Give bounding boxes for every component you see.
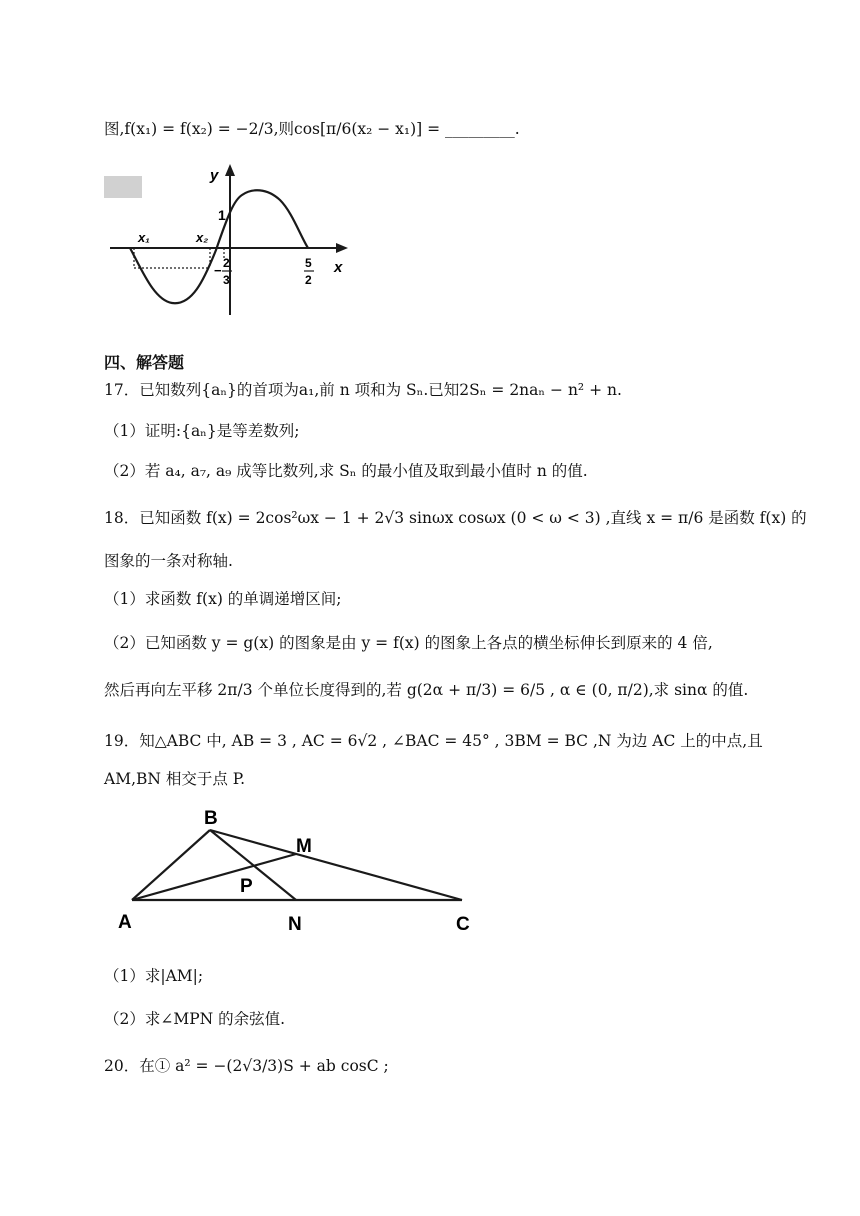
point-N-label: N (288, 914, 302, 935)
q18-stem-cont: 图象的一条对称轴. (104, 552, 233, 570)
q18-stem: 18．已知函数 f(x) = 2cos²ωx − 1 + 2√3 sinωx cosωx (0 < ω < 3) ,直线 x = π/6 是函数 f(x) 的 (104, 509, 807, 527)
y-axis-arrow (225, 164, 235, 176)
tick-neg-num: 2 (223, 256, 230, 270)
point-B-label: B (204, 808, 218, 829)
blurred-label-mark (104, 176, 142, 198)
q20-stem: 20．在① a² = −(2√3/3)S + ab cosC ; (104, 1057, 389, 1075)
tick-pos-den: 2 (305, 273, 312, 287)
q17-part1: （1）证明:{aₙ}是等差数列; (104, 422, 300, 440)
sine-graph-figure (102, 160, 362, 320)
tick-neg-minus: − (214, 263, 222, 278)
point-M-label: M (296, 836, 312, 857)
segment-BN (210, 830, 296, 900)
x1-label: x₁ (138, 230, 150, 245)
y-axis-label: y (210, 167, 219, 184)
x2-label: x₂ (196, 230, 209, 245)
point-C-label: C (456, 914, 470, 935)
q19-part1: （1）求|AM|; (104, 967, 204, 985)
point-P-label: P (240, 876, 253, 897)
q16-answer-line: 图,f(x₁) = f(x₂) = −2/3,则cos[π/6(x₂ − x₁)] = _________. (104, 120, 520, 138)
q17-stem: 17．已知数列{aₙ}的首项为a₁,前 n 项和为 Sₙ.已知2Sₙ = 2naₙ − n² + n. (104, 381, 622, 399)
tick-neg-den: 3 (223, 273, 230, 287)
point-A-label: A (118, 912, 132, 933)
x-axis-label: x (334, 259, 343, 276)
q18-part2-cont: 然后再向左平移 2π/3 个单位长度得到的,若 g(2α + π/3) = 6/5 , α ∈ (0, π/2),求 sinα 的值. (104, 681, 749, 699)
q18-part1: （1）求函数 f(x) 的单调递增区间; (104, 590, 342, 608)
q18-part2: （2）已知函数 y = g(x) 的图象是由 y = f(x) 的图象上各点的横坐标伸长到原来的 4 倍, (104, 634, 713, 652)
q19-stem: 19．知△ABC 中, AB = 3 , AC = 6√2 , ∠BAC = 45° , 3BM = BC ,N 为边 AC 上的中点,且 (104, 732, 763, 750)
section-heading: 四、解答题 (104, 353, 185, 372)
tick-pos-num: 5 (305, 256, 312, 270)
triangle-figure (110, 800, 490, 940)
one-label: 1 (218, 207, 226, 223)
q17-part2: （2）若 a₄, a₇, a₉ 成等比数列,求 Sₙ 的最小值及取到最小值时 n 的值. (104, 462, 588, 480)
q19-stem-cont: AM,BN 相交于点 P. (104, 770, 246, 788)
x-axis-arrow (336, 243, 348, 253)
q19-part2: （2）求∠MPN 的余弦值. (104, 1010, 286, 1028)
